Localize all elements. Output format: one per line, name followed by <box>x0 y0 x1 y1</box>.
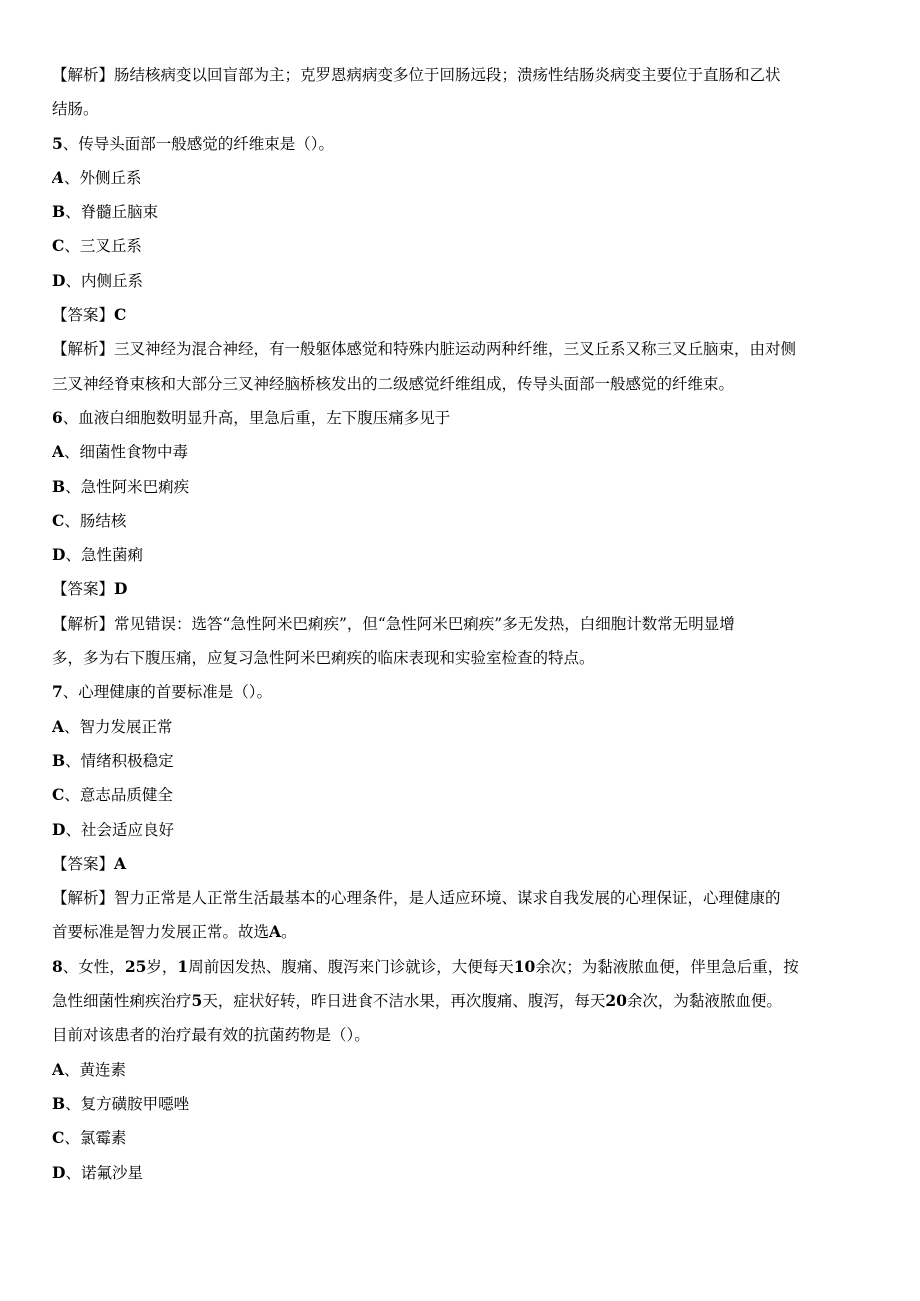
q8-option-d <box>52 1156 868 1190</box>
option-letter: D <box>52 545 66 565</box>
question-text: 岁， <box>146 957 178 976</box>
analysis-text: 结肠。 <box>52 100 99 119</box>
option-letter: C <box>52 236 65 256</box>
days-value: 5 <box>191 991 203 1011</box>
q6-stem <box>52 401 868 435</box>
question-number: 8 <box>52 956 63 976</box>
option-text: 、氯霉素 <box>64 1129 127 1148</box>
q7-answer <box>52 847 868 881</box>
q8-stem-line-2 <box>52 984 868 1018</box>
option-letter: A <box>52 716 65 736</box>
q8-option-c <box>52 1121 868 1155</box>
times-value: 20 <box>605 991 627 1011</box>
q6-option-a <box>52 435 868 469</box>
option-letter: A <box>52 1059 65 1079</box>
analysis-bold-answer: A <box>269 922 282 942</box>
analysis-text: 智力正常是人正常生活最基本的心理条件，是人适应环境、谋求自我发展的心理保证，心理健康的 <box>114 889 781 908</box>
q6-option-c <box>52 504 868 538</box>
analysis-text: 三叉神经为混合神经，有一般躯体感觉和特殊内脏运动两种纤维，三叉丘系又称三叉丘脑束，由对侧 <box>114 340 797 359</box>
option-text: 、外侧丘系 <box>64 168 142 187</box>
analysis-tag: 【解析】 <box>52 66 115 84</box>
q7-stem <box>52 675 868 709</box>
question-text: 周前因发热、腹痛、腹泻来门诊就诊，大便每天 <box>188 957 514 976</box>
q7-option-d <box>52 813 868 847</box>
analysis-text: 常见错误：选答“急性阿米巴痢疾”，但“急性阿米巴痢疾”多无发热，白细胞计数常无明显增 <box>114 614 735 633</box>
question-number: 6 <box>52 407 63 427</box>
option-text: 、智力发展正常 <box>64 717 173 736</box>
q4-analysis-line-2 <box>52 92 868 126</box>
analysis-tag: 【解析】 <box>52 340 115 359</box>
question-text: 目前对该患者的治疗最有效的抗菌药物是（）。 <box>52 1026 370 1045</box>
document-page <box>52 58 868 1190</box>
option-letter: B <box>52 202 66 222</box>
option-text: 、情绪积极稳定 <box>65 751 174 770</box>
analysis-text: 首要标准是智力发展正常。故选 <box>52 923 270 942</box>
option-text: 、诺氟沙星 <box>65 1163 143 1182</box>
answer-value: A <box>114 853 127 873</box>
q6-option-d <box>52 538 868 572</box>
q5-option-d <box>52 264 868 298</box>
q5-stem <box>52 127 868 161</box>
option-text: 、肠结核 <box>64 511 127 530</box>
q6-analysis-line-1 <box>52 607 868 641</box>
analysis-tag: 【解析】 <box>52 889 115 908</box>
question-text: 天，症状好转，昨日进食不洁水果，再次腹痛、腹泻，每天 <box>202 992 606 1011</box>
q5-option-a <box>52 161 868 195</box>
analysis-text: 三叉神经脊束核和大部分三叉神经脑桥核发出的二级感觉纤维组成，传导头面部一般感觉的纤维束。 <box>52 374 735 393</box>
option-letter: A <box>52 167 65 187</box>
question-text: 、血液白细胞数明显升高，里急后重，左下腹压痛多见于 <box>62 408 451 427</box>
q5-option-c <box>52 229 868 263</box>
q7-option-c <box>52 778 868 812</box>
q5-answer <box>52 298 868 332</box>
option-text: 、复方磺胺甲噁唑 <box>65 1094 190 1113</box>
q8-stem-line-1 <box>52 950 868 984</box>
option-text: 、意志品质健全 <box>64 786 173 805</box>
option-text: 、社会适应良好 <box>65 820 174 839</box>
q6-answer <box>52 572 868 606</box>
q8-stem-line-3 <box>52 1018 868 1052</box>
option-letter: D <box>52 819 66 839</box>
option-text: 、急性阿米巴痢疾 <box>65 477 190 496</box>
option-letter: C <box>52 785 65 805</box>
question-text: 、传导头面部一般感觉的纤维束是（）。 <box>62 134 335 153</box>
analysis-text: 肠结核病变以回盲部为主；克罗恩病病变多位于回肠远段；溃疡性结肠炎病变主要位于直肠和乙状 <box>114 66 781 84</box>
option-letter: C <box>52 1128 65 1148</box>
option-text: 、内侧丘系 <box>65 271 143 290</box>
answer-tag: 【答案】 <box>52 854 115 873</box>
option-letter: B <box>52 750 66 770</box>
answer-tag: 【答案】 <box>52 306 115 325</box>
answer-value: C <box>114 305 127 325</box>
option-letter: D <box>52 1162 66 1182</box>
q7-analysis-line-1 <box>52 881 868 915</box>
option-letter: C <box>52 510 65 530</box>
analysis-tag: 【解析】 <box>52 614 115 633</box>
question-text: 、心理健康的首要标准是（）。 <box>62 683 273 702</box>
option-text: 、脊髓丘脑束 <box>65 203 159 222</box>
analysis-text: 多，多为右下腹压痛，应复习急性阿米巴痢疾的临床表现和实验室检查的特点。 <box>52 649 595 668</box>
q7-option-a <box>52 710 868 744</box>
question-text: 余次；为黏液脓血便，伴里急后重，按 <box>535 957 799 976</box>
option-text: 、三叉丘系 <box>64 237 142 256</box>
question-text: 余次，为黏液脓血便。 <box>626 992 782 1011</box>
answer-tag: 【答案】 <box>52 580 115 599</box>
question-number: 7 <box>52 682 63 702</box>
q5-option-b <box>52 195 868 229</box>
question-text: 、女性， <box>62 957 125 976</box>
q5-analysis-line-1 <box>52 332 868 366</box>
q7-option-b <box>52 744 868 778</box>
option-text: 、细菌性食物中毒 <box>64 443 189 462</box>
option-letter: B <box>52 476 66 496</box>
option-text: 、黄连素 <box>64 1060 127 1079</box>
times-value: 10 <box>513 956 536 976</box>
question-number: 5 <box>52 133 63 153</box>
q4-analysis-line-1 <box>52 58 868 92</box>
question-text: 急性细菌性痢疾治疗 <box>52 992 192 1011</box>
q6-analysis-line-2 <box>52 641 868 675</box>
q6-option-b <box>52 470 868 504</box>
q8-option-a <box>52 1053 868 1087</box>
option-letter: D <box>52 270 66 290</box>
q8-option-b <box>52 1087 868 1121</box>
week-value: 1 <box>177 956 189 976</box>
answer-value: D <box>114 579 128 599</box>
q5-analysis-line-2 <box>52 367 868 401</box>
analysis-text: 。 <box>281 923 297 942</box>
age-value: 25 <box>124 956 147 976</box>
option-text: 、急性菌痢 <box>65 546 143 565</box>
q7-analysis-line-2 <box>52 915 868 949</box>
option-letter: A <box>52 442 65 462</box>
option-letter: B <box>52 1093 66 1113</box>
